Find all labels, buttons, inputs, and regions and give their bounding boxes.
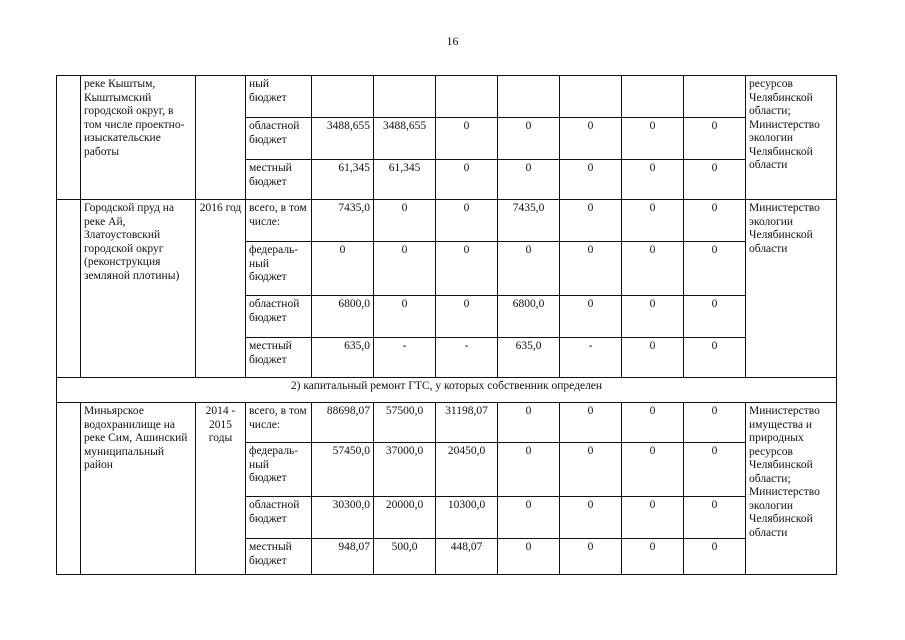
budget-label-cell: всего, в том числе: <box>246 200 312 242</box>
value-cell: 948,07 <box>312 539 374 575</box>
value-cell <box>312 76 374 118</box>
value-cell: 0 <box>560 443 622 497</box>
value-cell: 31198,07 <box>436 403 498 443</box>
value-cell: 0 <box>498 160 560 200</box>
value-cell: 500,0 <box>374 539 436 575</box>
table-row <box>57 76 837 118</box>
row-number-cell <box>57 200 81 378</box>
budget-label-cell: областной бюджет <box>246 118 312 160</box>
value-cell: 6800,0 <box>312 296 374 338</box>
budget-label-cell: всего, в том числе: <box>246 403 312 443</box>
value-cell: 0 <box>436 296 498 338</box>
value-cell: 20450,0 <box>436 443 498 497</box>
value-cell: 635,0 <box>498 338 560 378</box>
value-cell: 3488,655 <box>374 118 436 160</box>
value-cell <box>560 76 622 118</box>
value-cell: 0 <box>622 403 684 443</box>
value-cell: 0 <box>622 200 684 242</box>
value-cell: 0 <box>498 242 560 296</box>
value-cell: 37000,0 <box>374 443 436 497</box>
value-cell: 0 <box>560 242 622 296</box>
value-cell: 0 <box>622 160 684 200</box>
value-cell: 0 <box>560 539 622 575</box>
object-name-cell: Миньярское водохранилище на реке Сим, Ашинский муниципальный район <box>81 403 196 575</box>
object-name-cell: Городской пруд на реке Ай, Златоустовский городской округ (реконструкция земляной плотины) <box>81 200 196 378</box>
value-cell <box>374 76 436 118</box>
value-cell: 61,345 <box>312 160 374 200</box>
value-cell: 0 <box>684 296 746 338</box>
value-cell: 0 <box>436 242 498 296</box>
value-cell: 0 <box>560 403 622 443</box>
value-cell: 635,0 <box>312 338 374 378</box>
value-cell: 0 <box>374 200 436 242</box>
budget-label-cell: федераль-ный бюджет <box>246 242 312 296</box>
value-cell: 0 <box>560 497 622 539</box>
value-cell: - <box>374 338 436 378</box>
executor-cell: Министерство экологии Челябинской области <box>746 200 837 378</box>
value-cell: 0 <box>684 160 746 200</box>
value-cell: 0 <box>436 160 498 200</box>
value-cell: 0 <box>622 242 684 296</box>
years-cell: 2014 - 2015 годы <box>196 403 246 575</box>
value-cell: 0 <box>622 338 684 378</box>
value-cell: 0 <box>622 497 684 539</box>
years-cell: 2016 год <box>196 200 246 378</box>
value-cell: 0 <box>684 443 746 497</box>
value-cell: 10300,0 <box>436 497 498 539</box>
value-cell: 0 <box>560 118 622 160</box>
value-cell <box>498 76 560 118</box>
page-number: 16 <box>446 34 459 48</box>
budget-label-cell: ный бюджет <box>246 76 312 118</box>
value-cell: 0 <box>312 242 374 296</box>
value-cell: 0 <box>684 539 746 575</box>
executor-cell: ресурсов Челябинской области; Министерство экологии Челябинской области <box>746 76 837 200</box>
budget-label-cell: областной бюджет <box>246 296 312 338</box>
budget-label-cell: местный бюджет <box>246 160 312 200</box>
section-heading: 2) капитальный ремонт ГТС, у которых собственник определен <box>57 378 837 403</box>
value-cell: 0 <box>498 118 560 160</box>
section-heading-row <box>57 378 837 403</box>
value-cell: 0 <box>560 160 622 200</box>
value-cell: 0 <box>436 200 498 242</box>
years-cell <box>196 76 246 200</box>
value-cell: 0 <box>498 539 560 575</box>
value-cell: 30300,0 <box>312 497 374 539</box>
budget-label-cell: местный бюджет <box>246 338 312 378</box>
value-cell: 0 <box>622 296 684 338</box>
value-cell: 0 <box>622 443 684 497</box>
value-cell: 0 <box>498 403 560 443</box>
table-row <box>57 200 837 242</box>
object-name-cell: реке Кыштым, Кыштымский городской округ, в том числе проектно-изыскательские работы <box>81 76 196 200</box>
value-cell: 0 <box>498 443 560 497</box>
value-cell: 0 <box>374 296 436 338</box>
value-cell: 3488,655 <box>312 118 374 160</box>
value-cell: 20000,0 <box>374 497 436 539</box>
value-cell: - <box>436 338 498 378</box>
value-cell: 0 <box>684 118 746 160</box>
value-cell: 61,345 <box>374 160 436 200</box>
value-cell: 0 <box>622 118 684 160</box>
value-cell: 0 <box>684 200 746 242</box>
value-cell: 0 <box>436 118 498 160</box>
value-cell: 57500,0 <box>374 403 436 443</box>
row-number-cell <box>57 76 81 200</box>
value-cell: 88698,07 <box>312 403 374 443</box>
value-cell: 448,07 <box>436 539 498 575</box>
value-cell: 0 <box>684 338 746 378</box>
value-cell: 0 <box>560 296 622 338</box>
value-cell: 0 <box>374 242 436 296</box>
value-cell: 57450,0 <box>312 443 374 497</box>
value-cell: 0 <box>684 242 746 296</box>
value-cell: 0 <box>560 200 622 242</box>
value-cell: 0 <box>498 497 560 539</box>
table-row <box>57 403 837 443</box>
value-cell: 7435,0 <box>498 200 560 242</box>
budget-label-cell: федераль-ный бюджет <box>246 443 312 497</box>
financing-table <box>56 75 837 575</box>
budget-label-cell: местный бюджет <box>246 539 312 575</box>
value-cell: 0 <box>684 403 746 443</box>
value-cell: 0 <box>684 497 746 539</box>
value-cell: 7435,0 <box>312 200 374 242</box>
value-cell: 6800,0 <box>498 296 560 338</box>
value-cell <box>622 76 684 118</box>
value-cell: - <box>560 338 622 378</box>
value-cell <box>436 76 498 118</box>
value-cell <box>684 76 746 118</box>
value-cell: 0 <box>622 539 684 575</box>
row-number-cell <box>57 403 81 575</box>
executor-cell: Министерство имущества и природных ресурсов Челябинской области; Министерство экологии Челябинской области <box>746 403 837 575</box>
budget-label-cell: областной бюджет <box>246 497 312 539</box>
